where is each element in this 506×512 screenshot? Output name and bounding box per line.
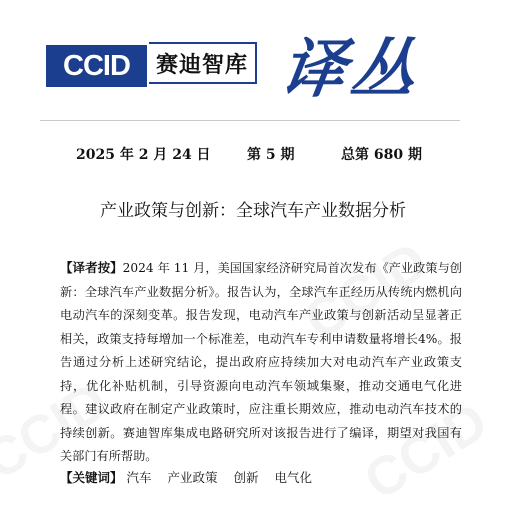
translator-note-text: 2024 年 11 月，美国国家经济研究局首次发布《产业政策与创新：全球汽车产业数据分析》。报告认为，全球汽车正经历从传统内燃机向电动汽车的深刻变革。报告发现，电动汽车产业政策与创新活动呈显著正相关，政策支持每增加一个标准差，电动汽车专利申请数量将增长4%。报告通过分析上述研究结论，提出政府应持续加大对电动汽车产业政策支持，优化补贴机制，引导资源向电动汽车领域集聚，推动交通电气化进程。建议政府在制定产业政策时，应注重长期效应，推动电动汽车技术的持续创新。赛迪智库集成电路研究所对该报告进行了编译，期望对我国有关部门有所帮助。 [60,261,462,463]
issue-number: 第 5 期 [247,147,295,163]
translator-note [60,256,462,469]
keywords-label: 【关键词】 [60,470,123,485]
logo-text: CCID [63,49,130,82]
issue-info [0,144,506,166]
org-name: 赛迪智库 [149,42,257,84]
keyword: 电气化 [274,470,313,485]
ccid-logo [46,45,147,87]
translator-note-label: 【译者按】 [60,260,123,275]
keyword: 汽车 [126,470,152,485]
keyword: 创新 [233,470,259,485]
brand-title: 译丛 [275,32,427,107]
keyword: 产业政策 [167,470,218,485]
issue-date: 2025 年 2 月 24 日 [76,147,211,163]
document-title: 产业政策与创新：全球汽车产业数据分析 [100,201,406,221]
masthead [0,0,506,125]
issue-total: 总第 680 期 [341,147,422,163]
keywords [60,468,462,486]
header-divider [40,120,460,121]
